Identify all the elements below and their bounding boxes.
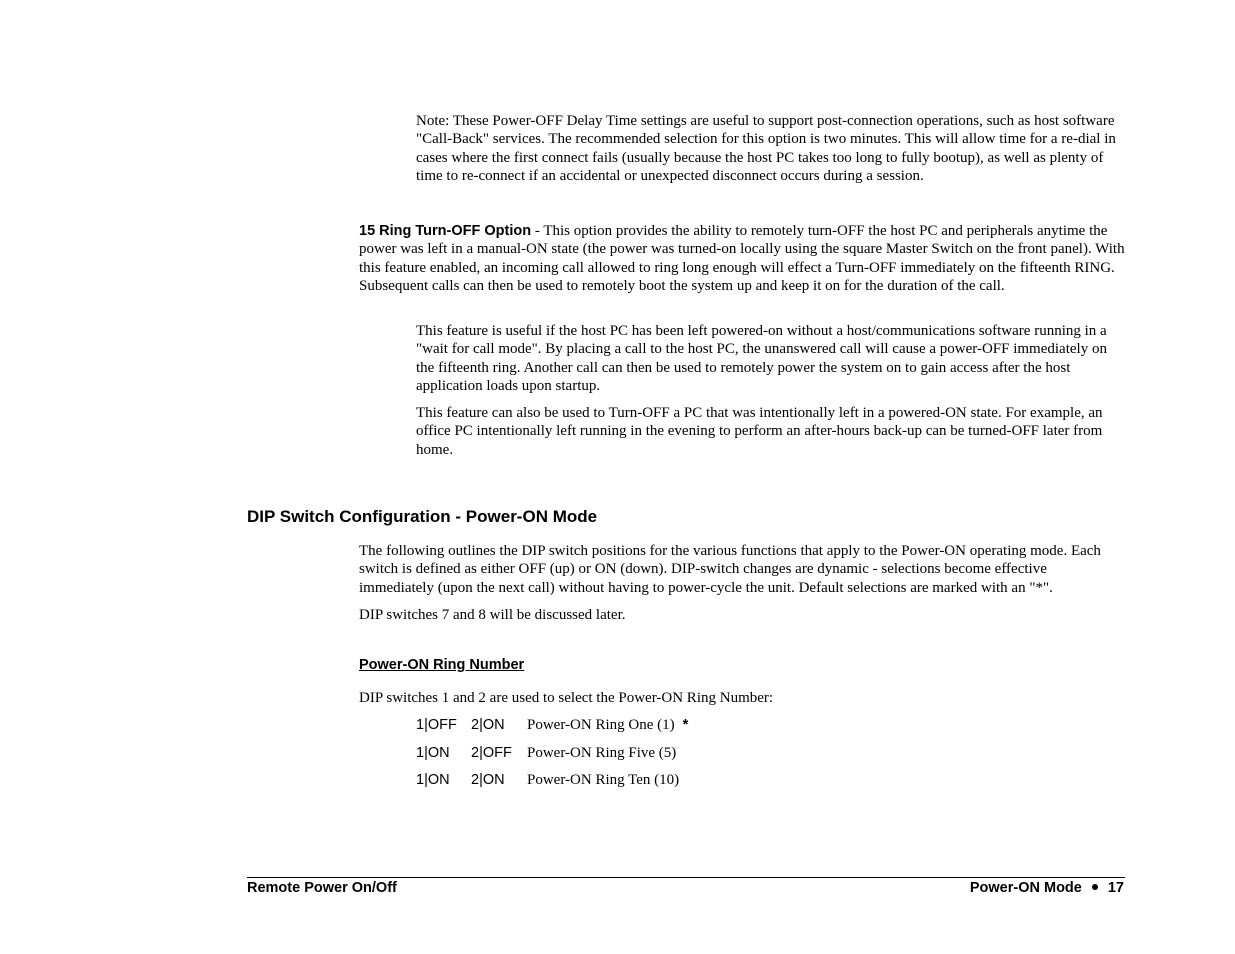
dip-switch-2-state: 2|ON	[471, 772, 505, 788]
dip-switch-1-state: 1|ON	[416, 772, 450, 788]
ring-number-intro: DIP switches 1 and 2 are used to select the Power-ON Ring Number:	[359, 690, 774, 706]
dip-later-note: DIP switches 7 and 8 will be discussed later.	[359, 607, 626, 623]
dip-setting-desc: Power-ON Ring Five (5)	[527, 745, 677, 761]
ring-option-detail-1: This feature is useful if the host PC has been left powered-on without a host/communications software running in a "wait for call mode". By placing a call to the host PC, the unanswered call will cause a power-OFF immediately on the fifteenth ring. Another call can then be used to remotely power the system on to gain access after the host application loads upon startup.	[416, 323, 1107, 395]
dip-switch-1-state: 1|OFF	[416, 717, 457, 733]
bullet-icon	[1092, 884, 1098, 890]
note-paragraph	[416, 112, 1126, 186]
ring-option-detail-2: This feature can also be used to Turn-OFF a PC that was intentionally left in a powered-ON state. For example, an office PC intentionally left running in the evening to perform an after-hours back-up can be turned-OFF later from home.	[416, 405, 1103, 458]
ring-option-paragraph	[359, 222, 1125, 296]
ring-option-text: - This option provides the ability to remotely turn-OFF the host PC and peripherals anytime the power was left in a manual-ON state (the power was turned-on locally using the square Master Switch on the front panel). With this feature enabled, an incoming call allowed to ring long enough will effect a Turn-OFF immediately on the fifteenth RING. Subsequent calls can then be used to remotely boot the system up and keep it on for the duration of the call.	[359, 223, 1125, 295]
dip-section-heading: DIP Switch Configuration - Power-ON Mode	[247, 507, 598, 526]
page-number: 17	[1107, 880, 1124, 896]
ring-option-title: 15 Ring Turn-OFF Option	[359, 223, 532, 239]
footer-page-info	[970, 880, 1124, 896]
dip-switch-2-state: 2|OFF	[471, 745, 512, 761]
note-text: Note: These Power-OFF Delay Time settings are useful to support post-connection operations, such as host software "Call-Back" services. The recommended selection for this option is two minutes. This will allow time for a re-dial in cases where the first connect fails (usually because the host PC takes too long to fully bootup), as well as plenty of time to re-connect if an accidental or unexpected disconnect occurs during a session.	[416, 113, 1116, 185]
footer-title: Remote Power On/Off	[247, 880, 397, 896]
footer-rule	[247, 877, 1125, 878]
ring-number-heading: Power-ON Ring Number	[359, 657, 525, 673]
dip-setting-desc: Power-ON Ring One (1) *	[527, 717, 689, 733]
dip-switch-2-state: 2|ON	[471, 717, 505, 733]
default-marker: *	[682, 717, 689, 733]
footer-section: Power-ON Mode	[969, 880, 1082, 896]
dip-switch-1-state: 1|ON	[416, 745, 450, 761]
dip-section-intro: The following outlines the DIP switch positions for the various functions that apply to the Power-ON operating mode. Each switch is defined as either OFF (up) or ON (down). DIP-switch changes are dynamic - selections become effective immediately (upon the next call) without having to power-cycle the unit. Default selections are marked with an "*".	[359, 543, 1101, 596]
dip-setting-desc: Power-ON Ring Ten (10)	[527, 772, 680, 788]
